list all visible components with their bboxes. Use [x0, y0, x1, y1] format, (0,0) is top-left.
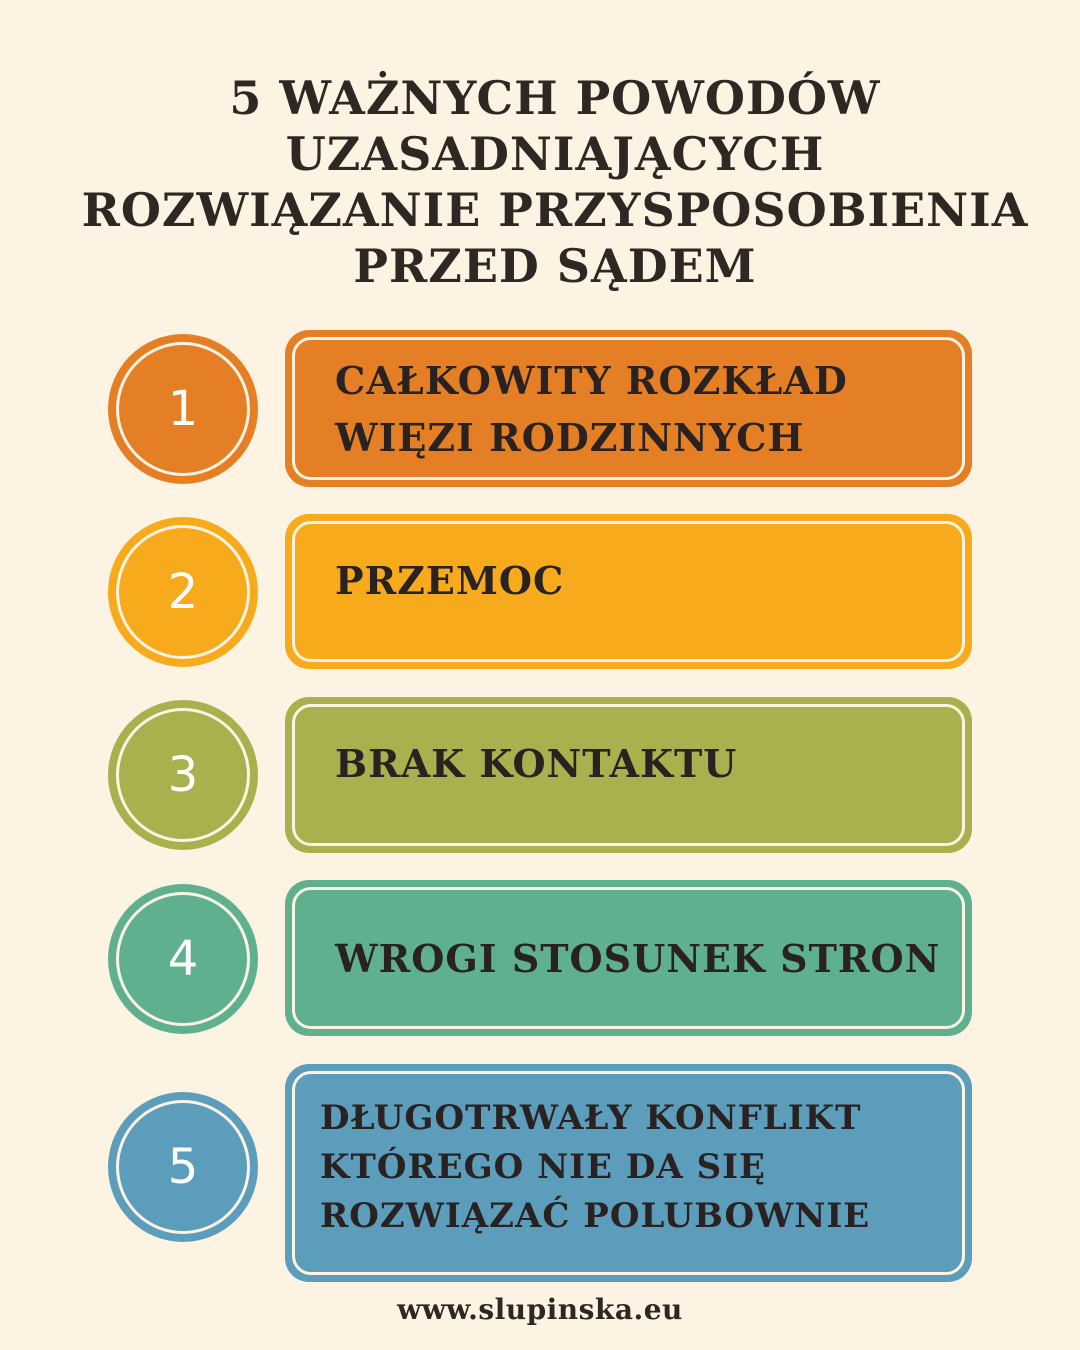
reason-text [335, 352, 848, 466]
reason-text-line: BRAK KONTAKTU [335, 741, 738, 786]
reason-text-line: WIĘZI RODZINNYCH [335, 415, 805, 460]
reason-text-line: PRZEMOC [335, 558, 565, 603]
number-badge-4 [108, 884, 258, 1034]
reason-card-5 [285, 1064, 972, 1282]
badge-number: 4 [167, 931, 199, 987]
badge-ring [116, 525, 250, 659]
badge-ring [116, 342, 250, 476]
number-badge-3 [108, 700, 258, 850]
reason-text-line: CAŁKOWITY ROZKŁAD [335, 358, 848, 403]
title-line: 5 WAŻNYCH POWODÓW [229, 71, 881, 125]
title-line: ROZWIĄZANIE PRZYSPOSOBIENIA [81, 183, 1029, 237]
badge-ring [116, 708, 250, 842]
badge-ring [116, 892, 250, 1026]
reason-text [320, 1094, 870, 1241]
reason-text-line: ROZWIĄZAĆ POLUBOWNIE [320, 1196, 871, 1236]
reason-text-line: DŁUGOTRWAŁY KONFLIKT [320, 1098, 862, 1138]
reason-card-1 [285, 330, 972, 487]
number-badge-5 [108, 1092, 258, 1242]
title-line: UZASADNIAJĄCYCH [285, 127, 825, 181]
reason-text [335, 556, 564, 606]
page-title [60, 70, 1050, 294]
reason-card-2 [285, 514, 972, 669]
website-url: www.slupinska.eu [397, 1293, 683, 1326]
title-line: PRZED SĄDEM [353, 239, 757, 293]
badge-number: 3 [167, 747, 199, 803]
reason-text-line: WROGI STOSUNEK STRON [335, 936, 941, 981]
reason-card-4 [285, 880, 972, 1036]
badge-number: 1 [167, 381, 199, 437]
reason-card-3 [285, 697, 972, 853]
badge-number: 2 [167, 564, 199, 620]
number-badge-2 [108, 517, 258, 667]
badge-ring [116, 1100, 250, 1234]
reason-text [335, 934, 940, 984]
reason-text [335, 739, 737, 789]
reason-text-line: KTÓREGO NIE DA SIĘ [320, 1147, 766, 1187]
badge-number: 5 [167, 1139, 199, 1195]
number-badge-1 [108, 334, 258, 484]
